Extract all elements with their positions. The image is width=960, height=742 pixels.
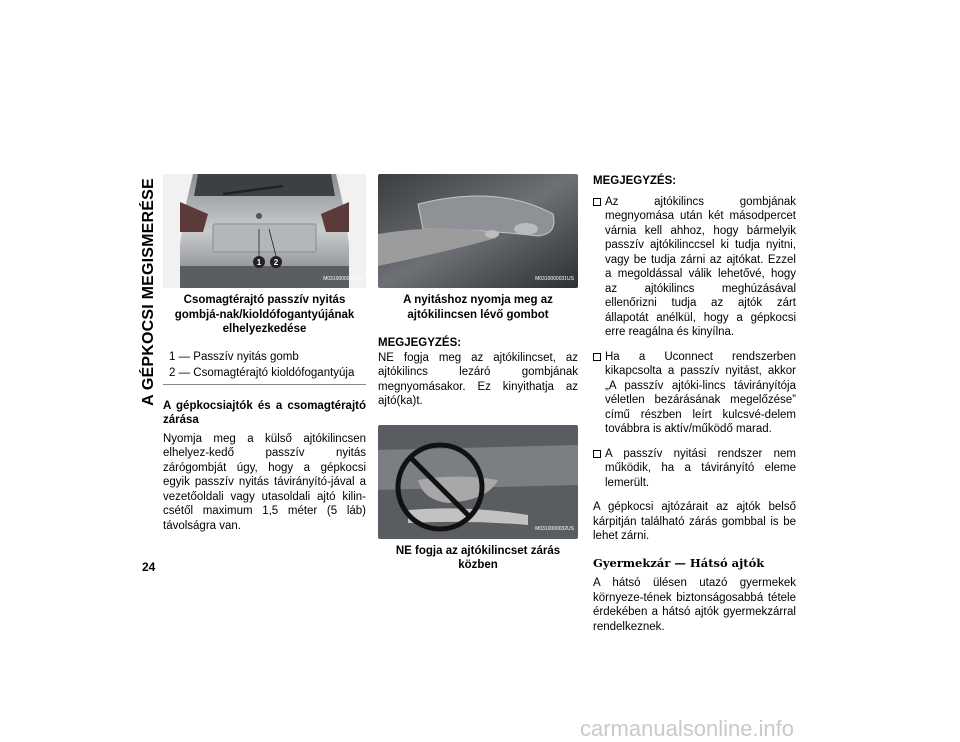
list-item: A passzív nyitási rendszer nem működik, ha a távirányító eleme lemerült. <box>593 447 796 491</box>
note-title: MEGJEGYZÉS: <box>593 175 677 187</box>
column-left <box>163 174 366 533</box>
figure-code: M0310000031US <box>535 275 574 282</box>
section-heading: A gépkocsiajtók és a csomagtérajtó zárása <box>163 399 366 426</box>
figure-code: M0310000030US <box>323 275 362 282</box>
column-middle <box>378 174 578 573</box>
column-right <box>593 174 796 634</box>
figure-caption: A nyitáshoz nyomja meg az ajtókilincsen lévő gombot <box>403 294 553 321</box>
checkbox-bullet-icon <box>593 198 601 206</box>
callout-1-label: 1 <box>256 258 262 267</box>
figure-caption: Csomagtérajtó passzív nyitás gombjá-nak/kioldófogantyújának elhelyezkedése <box>174 294 355 335</box>
side-section-title: A GÉPKOCSI MEGISMERÉSE <box>140 178 157 406</box>
section-body: Nyomja meg a külső ajtókilincsen elhelyez-kedő passzív nyitás zárógombját úgy, hogy a gépkocsi egyik passzív nyitás távirányító-jával a vezetőoldali vagy utasoldali ajtó kilin-csétől maximum 1,5 méter (5 láb) távolságra van. <box>163 432 366 532</box>
figure-caption: NE fogja az ajtókilincset zárás közben <box>395 544 561 571</box>
note-list <box>593 195 796 491</box>
list-item: Az ajtókilincs gombjának megnyomása után két másodpercet várnia kell ahhoz, hogy bármelyik passzív ajtókilinccsel ki tudja nyitni, vagy be tudja zárni az ajtókat. Ezzel a megoldással válik lehetővé, hogy az ajtókilincs meghúzásával ellenőrizni tudja az ajtók zárt állapotát anélkül, hogy a gépkocsi erre reagálna és kinyílna. <box>593 195 796 340</box>
paragraph: A gépkocsi ajtózárait az ajtók belső kárpitján található zárás gombbal is be lehet zárni. <box>593 501 796 542</box>
handle-press-figure <box>378 174 578 288</box>
checkbox-bullet-icon <box>593 353 601 361</box>
paragraph: A hátsó ülésen utazó gyermekek környeze-tének biztonságosabbá tétele érdekében a hátsó ajtók gyermekzárral rendelkeznek. <box>593 577 796 633</box>
subheading: Gyermekzár — Hátsó ajtók <box>593 555 765 570</box>
watermark: carmanualsonline.info <box>580 716 795 741</box>
legend-item: 1 — Passzív nyitás gomb <box>169 350 299 363</box>
list-item: Ha a Uconnect rendszerben kikapcsolta a passzív nyitást, akkor „A passzív ajtóki-lincs távirányítója véletlen bezárásának megelőzése” című részben leírt kulcsvé-delem továbbra is aktív/működő marad. <box>593 350 796 437</box>
figure-code: M0310000032US <box>535 526 574 532</box>
note-body: NE fogja meg az ajtókilincset, az ajtókilincs lezáró gombjának megnyomásakor. Ez kinyithatja az ajtó(ka)t. <box>378 351 578 407</box>
legend-item: 2 — Csomagtérajtó kioldófogantyúja <box>169 367 355 379</box>
liftgate-figure <box>163 174 366 288</box>
note-title: MEGJEGYZÉS: <box>378 337 462 349</box>
figure-legend <box>163 349 366 385</box>
checkbox-bullet-icon <box>593 450 601 458</box>
page-number: 24 <box>142 560 156 574</box>
callout-2-label: 2 <box>273 258 279 267</box>
do-not-grab-figure <box>378 425 578 539</box>
side-section-tab <box>139 172 159 412</box>
